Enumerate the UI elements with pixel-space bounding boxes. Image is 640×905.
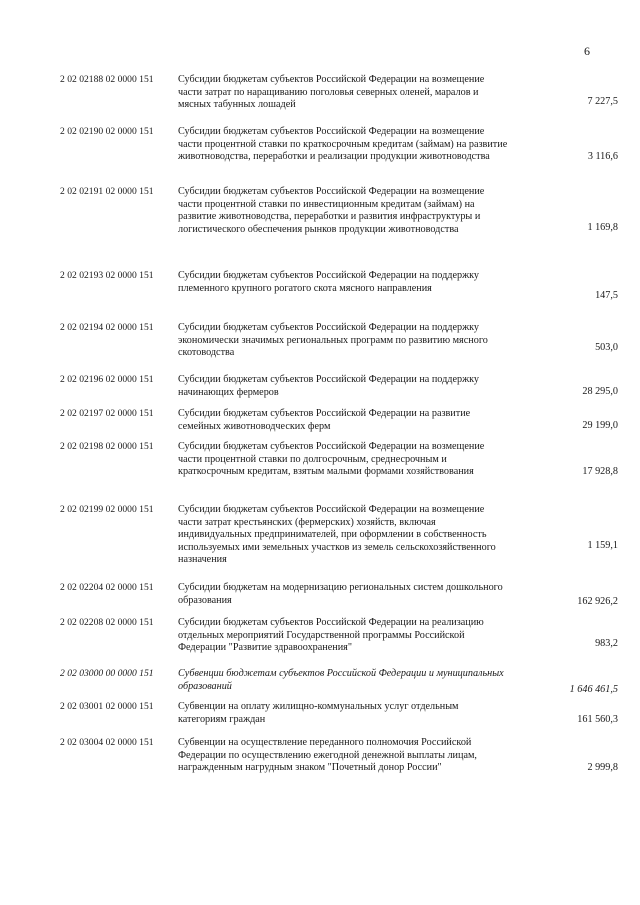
description: Субсидии бюджетам на модернизацию региональных систем дошкольного образования — [178, 582, 503, 606]
amount: 7 227,5 — [587, 96, 618, 107]
budget-code: 2 02 03001 02 0000 151 — [60, 701, 154, 712]
budget-code: 2 02 02204 02 0000 151 — [60, 582, 154, 593]
page-number: 6 — [584, 44, 590, 58]
description: Субсидии бюджетам субъектов Российской Федерации на возмещение части процентной ставки по долгосрочным, среднесрочным и краткосрочным кредитам, взятым малыми формами хозяйствования — [178, 441, 485, 478]
budget-code: 2 02 02194 02 0000 151 — [60, 322, 154, 333]
amount: 1 159,1 — [587, 540, 618, 551]
budget-code: 2 02 02208 02 0000 151 — [60, 617, 154, 628]
budget-code: 2 02 02197 02 0000 151 — [60, 408, 154, 419]
description: Субвенции на осуществление переданного полномочия Российской Федерации по осуществлению ежегодной денежной выплаты лицам, награжденным нагрудным знаком "Почетный донор России" — [178, 737, 477, 774]
description: Субсидии бюджетам субъектов Российской Федерации на развитие семейных животноводческих ферм — [178, 408, 471, 432]
budget-code: 2 02 02198 02 0000 151 — [60, 441, 154, 452]
description: Субсидии бюджетам субъектов Российской Федерации на возмещение части процентной ставки по инвестиционным кредитам (займам) на развитие животноводства, переработки и развития инфраструктуры и логистического обеспечения рынков продукции животноводства — [178, 186, 485, 235]
description: Субсидии бюджетам субъектов Российской Федерации на возмещение части затрат крестьянских (фермерских) хозяйств, включая индивидуальных предпринимателей, при оформлении в собственность используемых ими земельных участков из земель сельскохозяйственного назначения — [178, 504, 496, 566]
amount: 983,2 — [595, 638, 618, 649]
description: Субсидии бюджетам субъектов Российской Федерации на возмещение части затрат по наращиванию поголовья северных оленей, маралов и мясных табунных лошадей — [178, 74, 485, 111]
amount: 3 116,6 — [587, 151, 618, 162]
description: Субвенции бюджетам субъектов Российской Федерации и муниципальных образований — [178, 668, 504, 692]
description: Субсидии бюджетам субъектов Российской Федерации на возмещение части процентной ставки по краткосрочным кредитам (займам) на развитие животноводства, переработки и реализации продукции животноводства — [178, 126, 508, 163]
budget-code: 2 02 02199 02 0000 151 — [60, 504, 154, 515]
amount: 28 295,0 — [582, 386, 618, 397]
amount: 17 928,8 — [582, 466, 618, 477]
description: Субсидии бюджетам субъектов Российской Федерации на поддержку экономически значимых региональных программ по развитию мясного скотоводства — [178, 322, 488, 359]
description: Субвенции на оплату жилищно-коммунальных услуг отдельным категориям граждан — [178, 701, 459, 725]
budget-code: 2 02 03000 00 0000 151 — [60, 668, 154, 679]
amount: 2 999,8 — [587, 762, 618, 773]
amount: 503,0 — [595, 342, 618, 353]
amount: 1 169,8 — [587, 222, 618, 233]
amount: 162 926,2 — [577, 596, 618, 607]
description: Субсидии бюджетам субъектов Российской Федерации на поддержку племенного крупного рогатого скота мясного направления — [178, 270, 480, 294]
description: Субсидии бюджетам субъектов Российской Федерации на поддержку начинающих фермеров — [178, 374, 480, 398]
amount: 161 560,3 — [577, 714, 618, 725]
budget-code: 2 02 02190 02 0000 151 — [60, 126, 154, 137]
amount: 1 646 461,5 — [569, 684, 618, 695]
amount: 29 199,0 — [582, 420, 618, 431]
budget-code: 2 02 02188 02 0000 151 — [60, 74, 154, 85]
budget-code: 2 02 02196 02 0000 151 — [60, 374, 154, 385]
description: Субсидии бюджетам субъектов Российской Федерации на реализацию отдельных мероприятий Государственной программы Российской Федерации "Развитие здравоохранения" — [178, 617, 484, 654]
budget-code: 2 02 02193 02 0000 151 — [60, 270, 154, 281]
budget-code: 2 02 02191 02 0000 151 — [60, 186, 154, 197]
amount: 147,5 — [595, 290, 618, 301]
budget-code: 2 02 03004 02 0000 151 — [60, 737, 154, 748]
